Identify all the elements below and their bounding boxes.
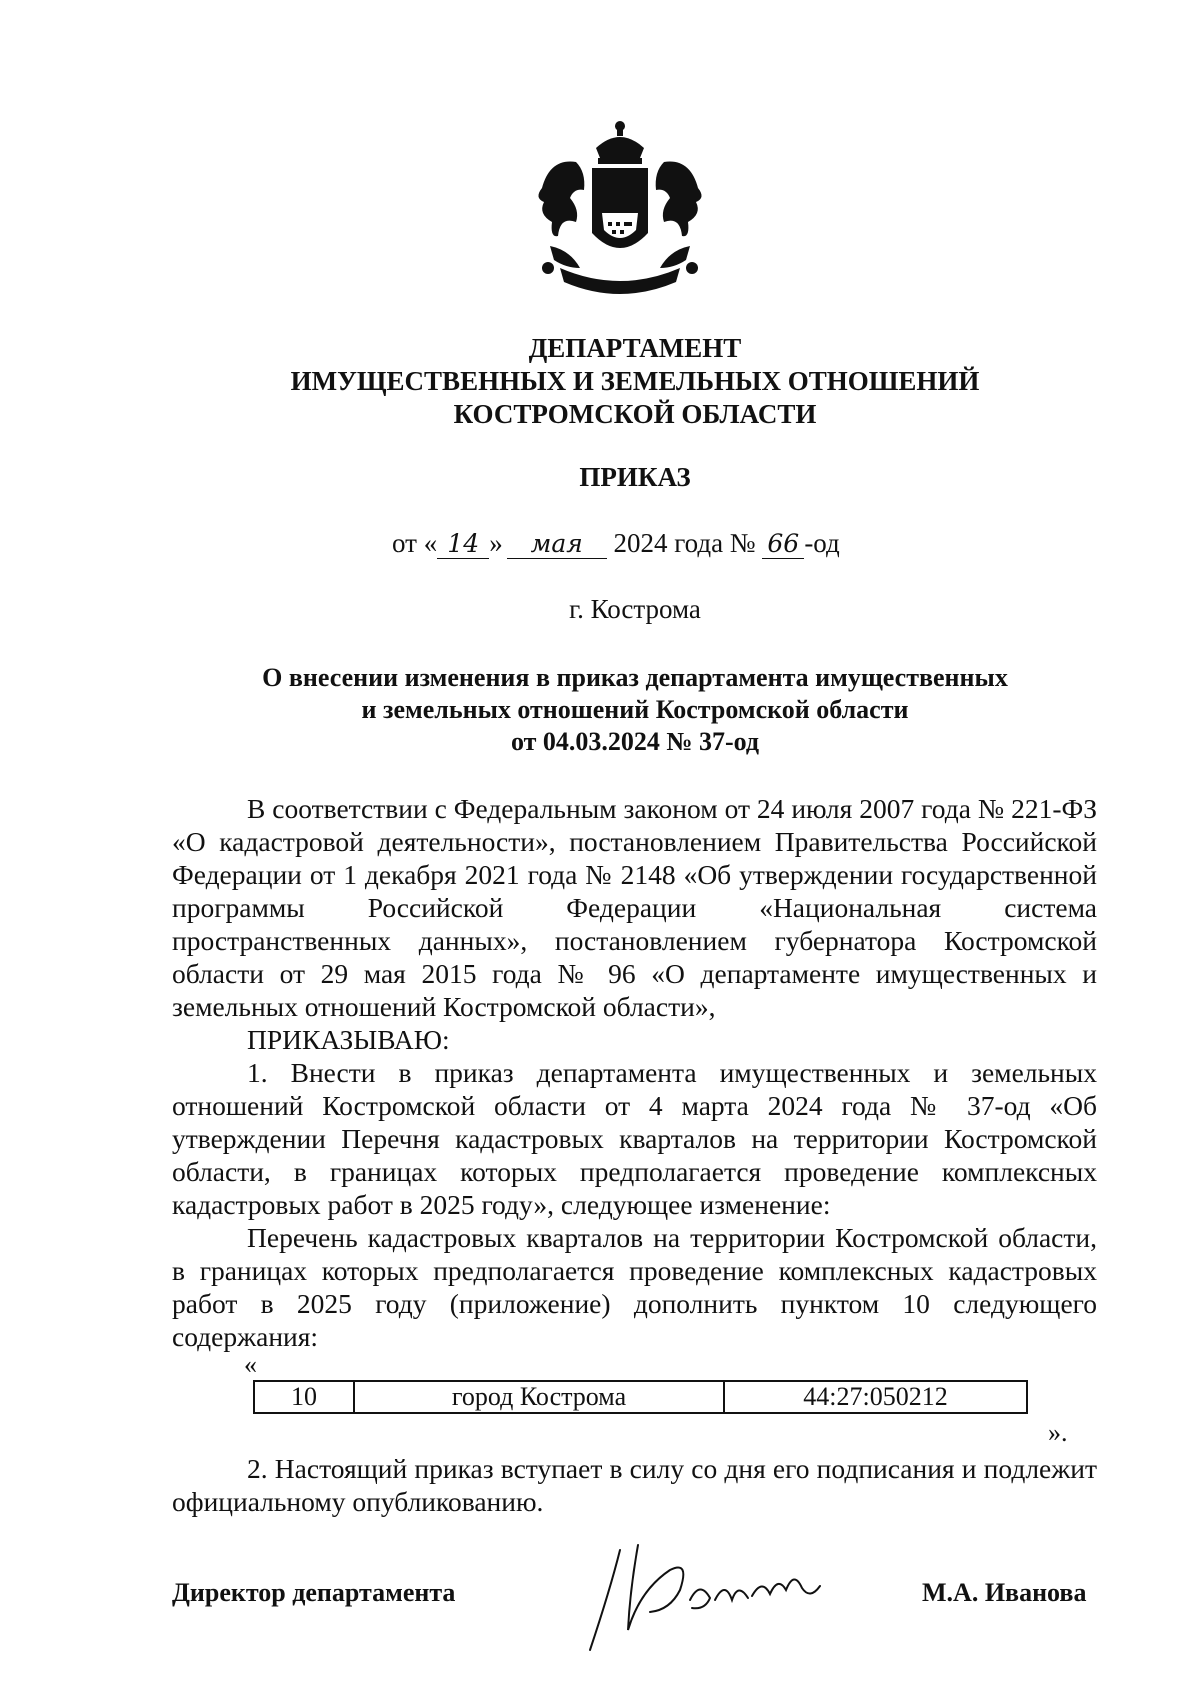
subject-line-3: от 04.03.2024 № 37-од [510,727,760,756]
preamble-paragraph: В соответствии с Федеральным законом от 24 июля 2007 года № 221-ФЗ «О кадастровой деятельности», постановлением Правительства Российской Федерации от 1 декабря 2021 года № 2148 «Об утверждении государственной программы Российской Федерации «Национальная система пространственных данных», постановлением губернатора Костромской области от 29 мая 2015 года № 96 «О департаменте имущественных и земельных отношений Костромской области», [172,793,1097,1022]
signer-name: М.А. Иванова [922,1578,1087,1607]
order-subject [0,662,1200,758]
order-month: мая [507,530,607,559]
order-body [172,792,1097,1353]
item-2-block [172,1452,1097,1518]
subject-line-1: О внесении изменения в приказ департамента имущественных [262,663,1008,692]
date-close-quote: » [489,528,503,558]
subject-line-2: и земельных отношений Костромской области [361,695,909,724]
order-number: 66 [762,530,804,559]
order-year: 2024 года № [613,528,756,558]
order-city: г. Кострома [569,594,701,624]
department-header [0,332,1200,431]
table-close-quote: ». [1048,1418,1068,1447]
table-cell-locality: город Кострома [354,1381,724,1413]
signer-position: Директор департамента [172,1578,456,1607]
date-prefix: от « [392,528,438,558]
item-1-paragraph: 1. Внести в приказ департамента имущественных и земельных отношений Костромской области от 4 марта 2024 года № 37-од «Об утверждении Перечня кадастровых кварталов на территории Костромской области, в границах которых предполагается проведение комплексных кадастровых работ в 2025 году», следующее изменение: [172,1057,1097,1220]
coat-of-arms-emblem [530,118,710,306]
order-date-line [392,528,840,559]
order-word: ПРИКАЗЫВАЮ: [247,1024,450,1055]
header-line-1: ДЕПАРТАМЕНТ [528,333,742,363]
order-suffix: -од [804,528,840,558]
table-cell-cadastral-quarter: 44:27:050212 [724,1381,1027,1413]
item-1-detail-paragraph: Перечень кадастровых кварталов на территории Костромской области, в границах которых предполагается проведение комплексных кадастровых работ в 2025 году (приложение) дополнить пунктом 10 следующего содержания: [172,1222,1097,1352]
amendment-table [253,1380,1028,1414]
handwritten-signature [580,1530,840,1660]
table-open-quote: « [244,1350,257,1379]
table-row [254,1381,1027,1413]
order-title: ПРИКАЗ [579,462,691,492]
order-day: 14 [437,530,489,559]
table-cell-number: 10 [254,1381,354,1413]
header-line-2: ИМУЩЕСТВЕННЫХ И ЗЕМЕЛЬНЫХ ОТНОШЕНИЙ [290,366,980,396]
item-2-paragraph: 2. Настоящий приказ вступает в силу со дня его подписания и подлежит официальному опубликованию. [172,1453,1097,1517]
header-line-3: КОСТРОМСКОЙ ОБЛАСТИ [453,399,817,429]
